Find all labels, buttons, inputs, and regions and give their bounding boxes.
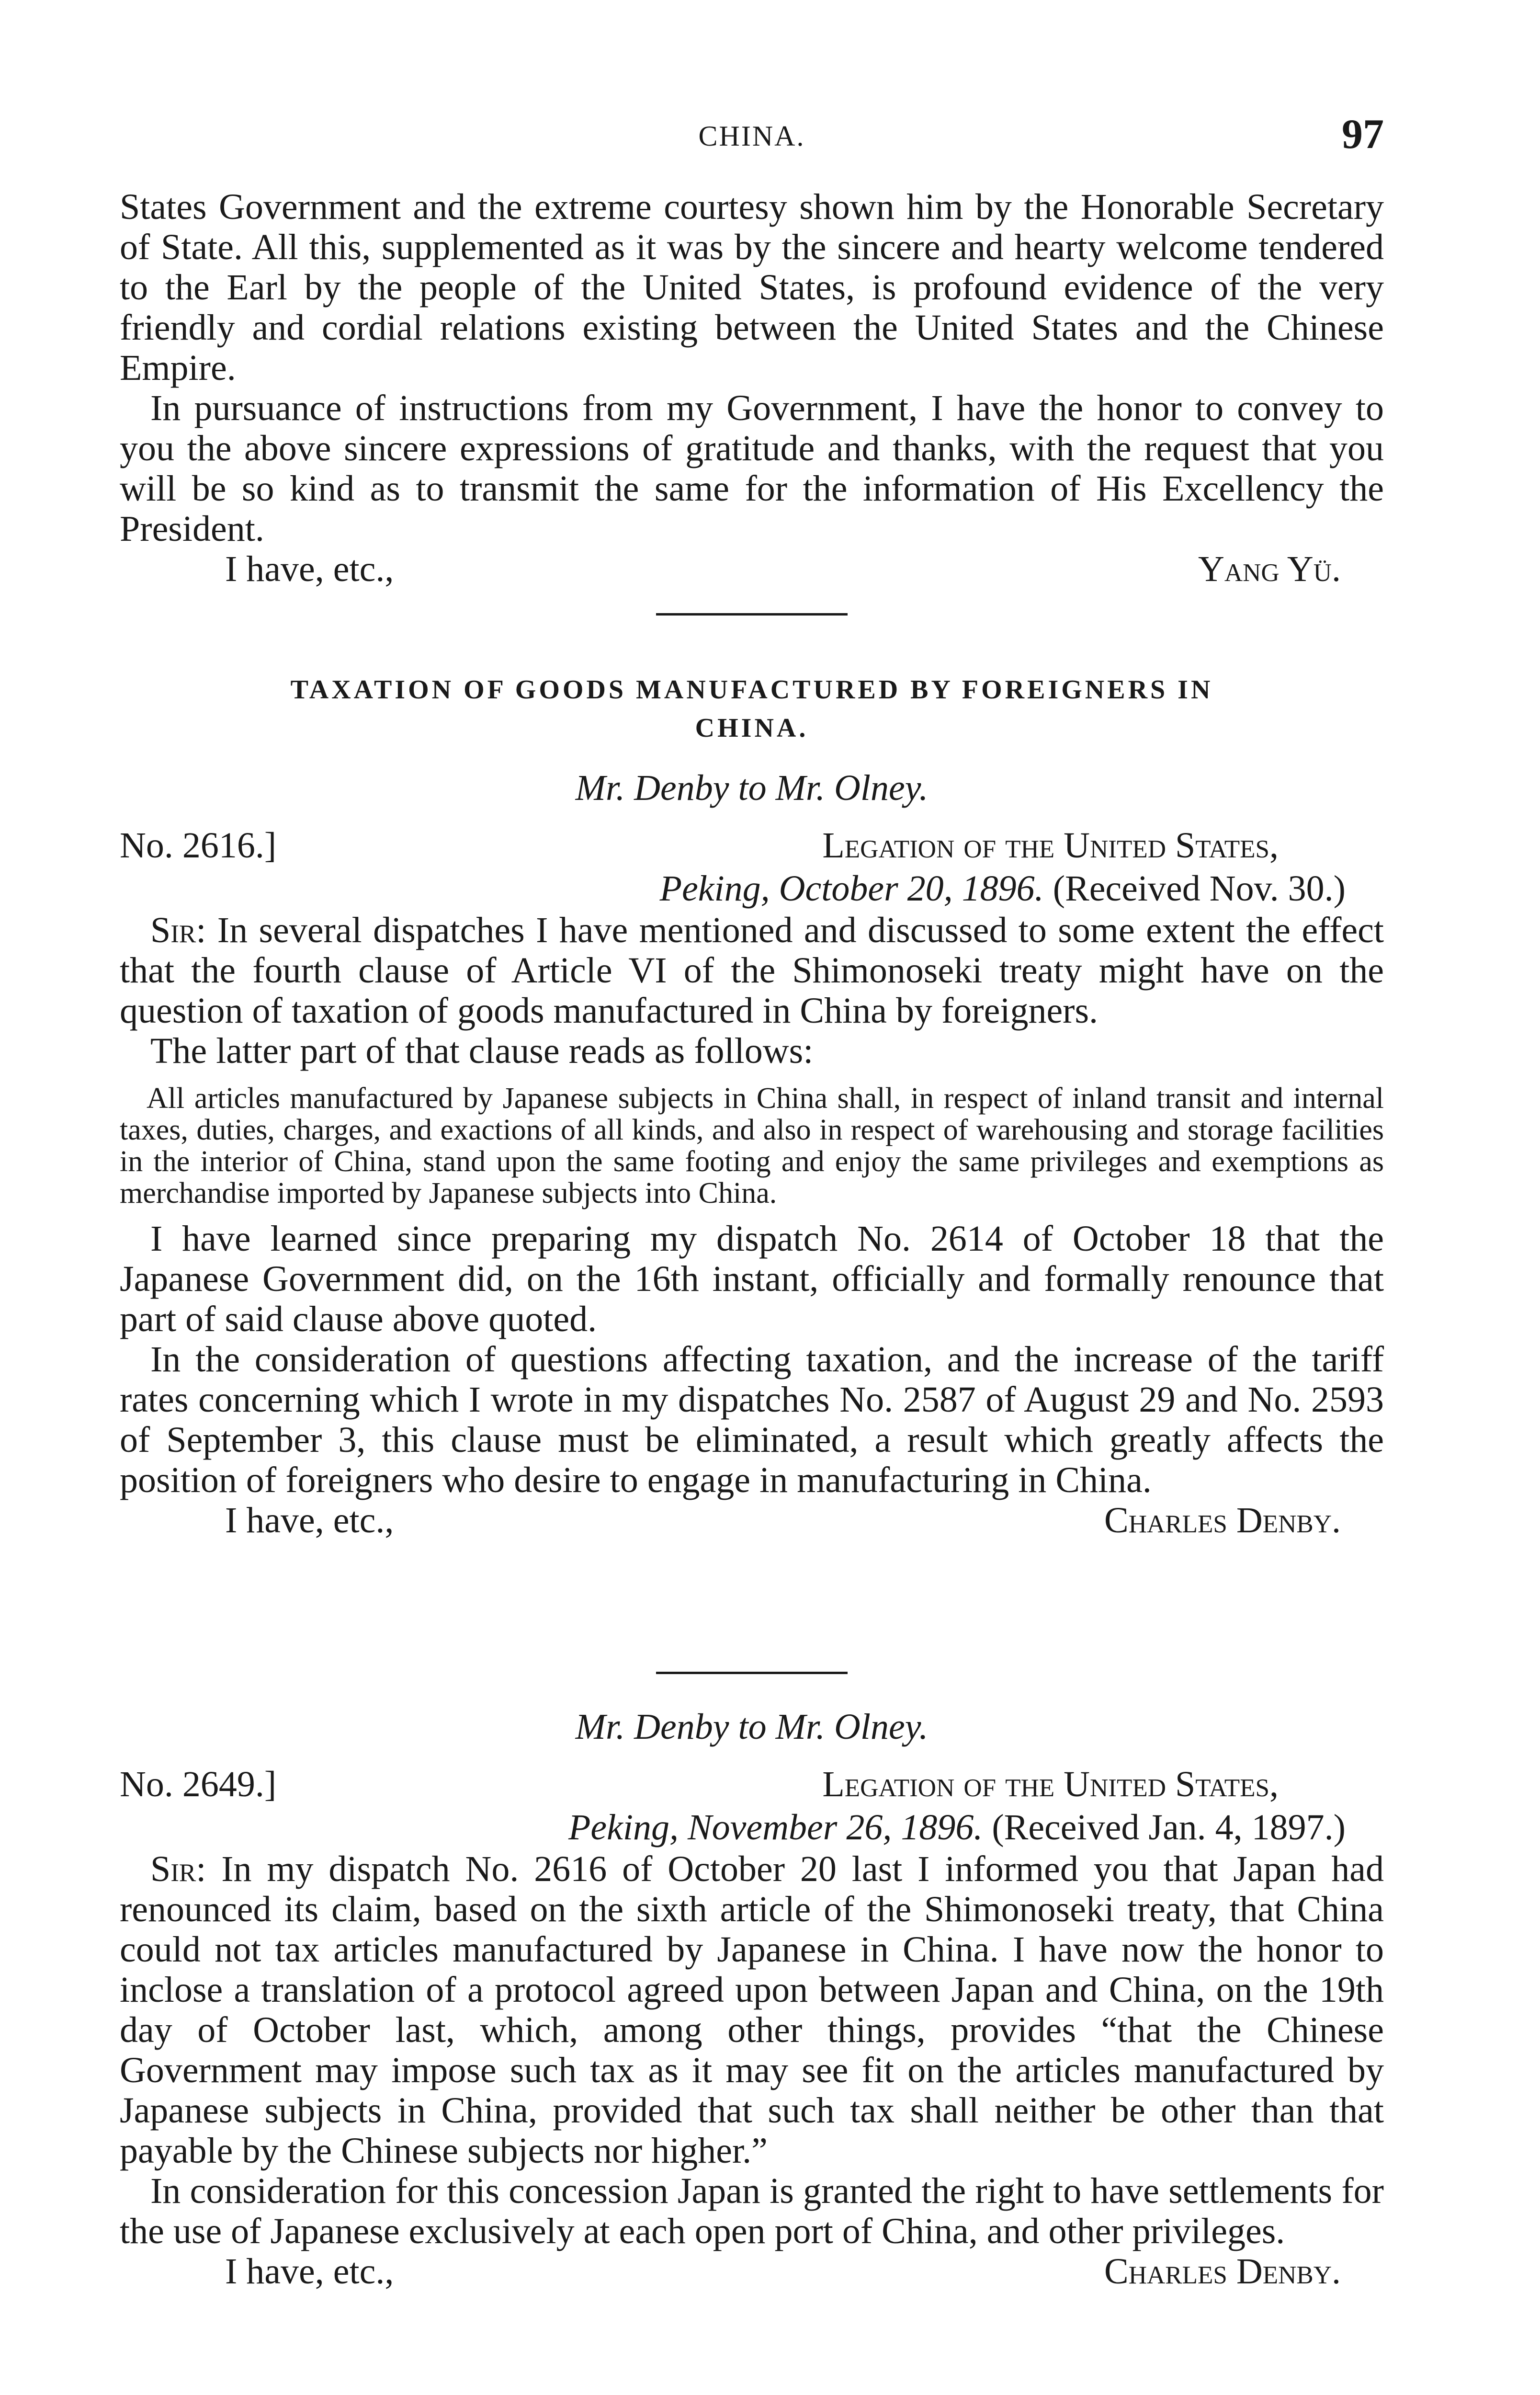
section-title-line2: CHINA.: [695, 713, 809, 743]
section-title-line1: TAXATION OF GOODS MANUFACTURED BY FOREIGNERS IN: [290, 675, 1213, 705]
place-date: Peking, October 20, 1896.: [659, 868, 1044, 909]
dispatch-number: No. 2616.]: [120, 825, 277, 866]
closing-row: [120, 2251, 1384, 2292]
dispatch-meta-row: [120, 1763, 1384, 1806]
paragraph: In consideration for this concession Japan is granted the right to have settlements for the use of Japanese exclusively at each open port of China, and other privileges.: [120, 2171, 1384, 2251]
closing: I have, etc.,: [225, 2251, 394, 2292]
signature: Yang Yü.: [1198, 549, 1341, 589]
dispatch-2649: [120, 1705, 1384, 2292]
paragraph: I have learned since preparing my dispatch No. 2614 of October 18 that the Japanese Government did, on the 16th instant, officially and formally renounce that part of said clause above quoted.: [120, 1219, 1384, 1339]
dispatch-origin: Legation of the United States,: [822, 825, 1279, 866]
letter-continuation: [120, 187, 1384, 589]
horizontal-rule: [656, 1672, 848, 1674]
salutation: Sir:: [150, 910, 206, 950]
signature: Charles Denby.: [1104, 2251, 1341, 2292]
divider: [120, 613, 1384, 616]
paragraph-text: In my dispatch No. 2616 of October 20 last I informed you that Japan had renounced its claim, based on the sixth article of the Shimonoseki treaty, that China could not tax articles manufactured by Japanese in China. I have now the honor to inclose a translation of a protocol agreed upon between Japan and China, on the 19th day of October last, which, among other things, provides “that the Chinese Government may impose such tax as it may see fit on the articles manufactured by Japanese subjects in China, provided that such tax shall neither be other than that payable by the Chinese subjects nor higher.”: [120, 1849, 1384, 2171]
paragraph: States Government and the extreme courtesy shown him by the Honorable Secretary of State. All this, supplemented as it was by the sincere and hearty welcome tendered to the Earl by the people of the United States, is profound evidence of the very friendly and cordial relations existing between the United States and the Chinese Empire.: [120, 187, 1384, 388]
closing-row: [120, 1500, 1384, 1540]
closing: I have, etc.,: [225, 549, 394, 589]
salutation: Sir:: [150, 1849, 206, 1889]
dispatch-heading: Mr. Denby to Mr. Olney.: [575, 1707, 929, 1747]
treaty-quotation: All articles manufactured by Japanese subjects in China shall, in respect of inland transit and internal taxes, duties, charges, and exactions of all kinds, and also in respect of warehousing and storage facilities in the interior of China, stand upon the same footing and enjoy the same privileges and exemptions as merchandise imported by Japanese subjects into China.: [120, 1082, 1384, 1209]
page-header: [120, 110, 1384, 168]
signature: Charles Denby.: [1104, 1500, 1341, 1540]
closing: I have, etc.,: [225, 1500, 394, 1540]
paragraph: In the consideration of questions affecting taxation, and the increase of the tariff rates concerning which I wrote in my dispatches No. 2587 of August 29 and No. 2593 of September 3, this clause must be eliminated, a result which greatly affects the position of foreigners who desire to engage in manufacturing in China.: [120, 1339, 1384, 1500]
divider: [120, 1672, 1384, 1674]
dispatch-number: No. 2649.]: [120, 1764, 277, 1804]
received-date: (Received Jan. 4, 1897.): [992, 1807, 1346, 1848]
closing-row: [120, 549, 1384, 589]
paragraph: The latter part of that clause reads as follows:: [150, 1031, 814, 1071]
dispatch-date-row: [120, 1806, 1384, 1849]
dispatch-meta-row: [120, 824, 1384, 867]
paragraph: [120, 1849, 1384, 2171]
paragraph-text: In several dispatches I have mentioned and discussed to some extent the effect that the fourth clause of Article VI of the Shimonoseki treaty might have on the question of taxation of goods manufactured in China by foreigners.: [120, 910, 1384, 1031]
section-heading: [120, 671, 1384, 747]
place-date: Peking, November 26, 1896.: [568, 1807, 983, 1848]
dispatch-date-row: [120, 867, 1384, 910]
paragraph: In pursuance of instructions from my Government, I have the honor to convey to you the above sincere expressions of gratitude and thanks, with the request that you will be so kind as to transmit the same for the information of His Excellency the President.: [120, 388, 1384, 549]
dispatch-origin: Legation of the United States,: [822, 1764, 1279, 1804]
dispatch-heading: Mr. Denby to Mr. Olney.: [575, 768, 929, 808]
running-head: CHINA.: [698, 120, 805, 152]
horizontal-rule: [656, 613, 848, 616]
page-number: 97: [1342, 111, 1384, 158]
paragraph: [120, 910, 1384, 1031]
received-date: (Received Nov. 30.): [1053, 868, 1346, 909]
dispatch-2616: [120, 766, 1384, 1540]
